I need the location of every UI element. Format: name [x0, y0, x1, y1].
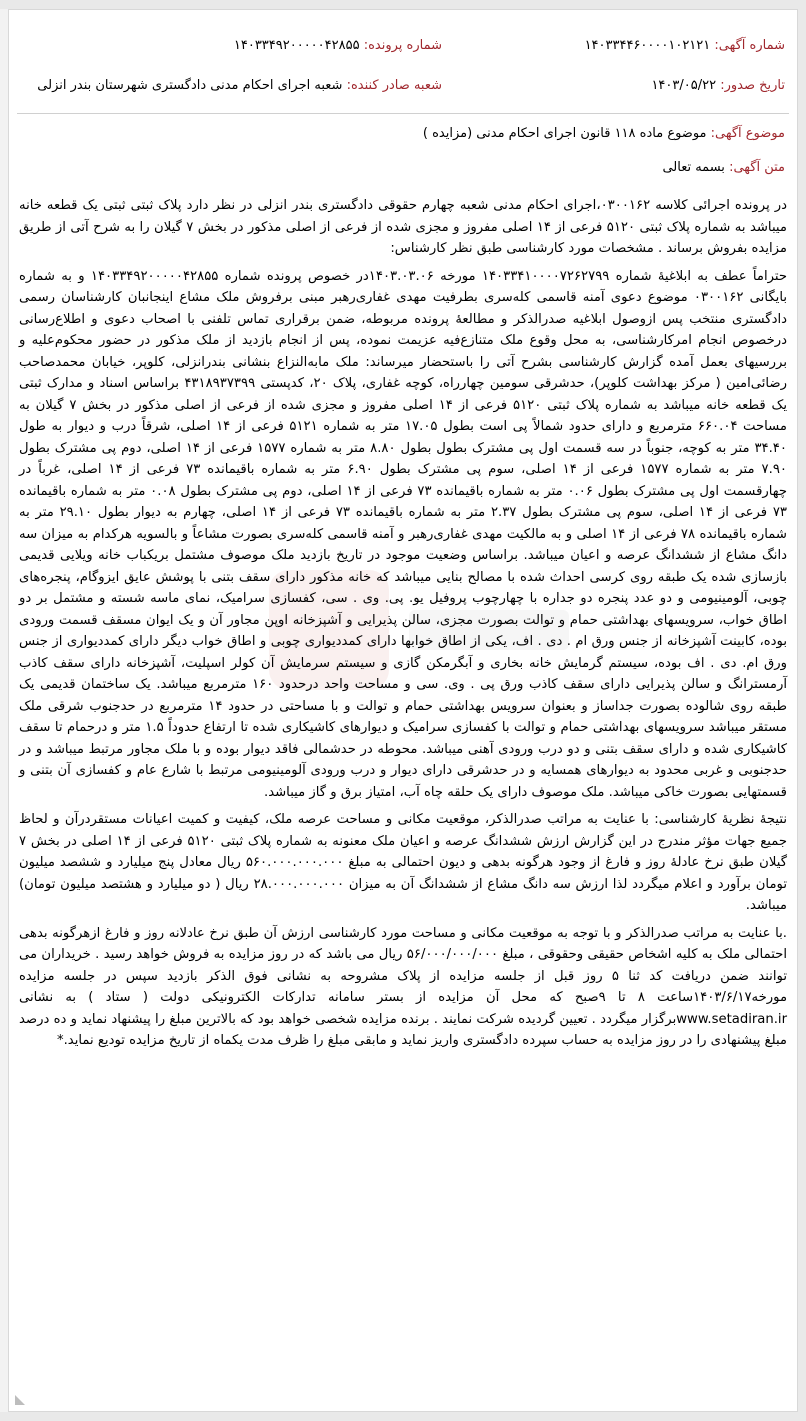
subject-label: موضوع آگهی:	[710, 126, 785, 141]
notice-text-label: متن آگهی:	[729, 160, 785, 175]
notice-text-header	[662, 160, 785, 175]
case-number-label: شماره پرونده:	[363, 38, 442, 53]
issue-date	[651, 78, 785, 93]
issuer-value: شعبه اجرای احکام مدنی دادگستری شهرستان بندر انزلی	[37, 78, 343, 93]
paragraph-intro: در پرونده اجرائی کلاسه ۰۳۰۰۱۶۲،اجرای احکام مدنی شعبه چهارم حقوقی دادگستری بندر انزلی در نظر دارد پلاک ثبتی ثبتی یک قطعه خانه میباشد به شماره پلاک ثبتی ۵۱۲۰ فرعی از ۱۴ اصلی مفروز و مجزی شده از فرعی از اصلی مذکور در بخش ۷ گیلان را به شرح آتی از طریق مزایده بفروش برساند . مشخصات مورد کارشناسی طبق نظر کارشناس:	[19, 198, 787, 256]
paragraph-expert-conclusion: نتیجهٔ نظریهٔ کارشناسی: با عنایت به مراتب صدرالذکر، موقعیت مکانی و مساحت عرصه ملک، کیفیت و کمیت اعیانات مستقردرآن و لحاظ جمیع جهات مؤثر مندرج در این گزارش ارزش ششدانگ عرصه و اعیان ملک معنونه به شماره پلاک ثبتی ۵۱۲۰ فرعی از ۱۴ اصلی در بخش ۷ گیلان طبق نرخ عادلهٔ روز و فارغ از وجود هرگونه بدهی و دیون احتمالی به مبلغ ۵۶۰.۰۰۰.۰۰۰.۰۰۰ ریال معادل پنج میلیارد و ششصد میلیون تومان برآورد و اعلام میگردد لذا ارزش سه دانگ مشاع از ششدانگ آن به میزان ۲۸.۰۰۰.۰۰۰.۰۰۰ ریال ( دو میلیارد و هشتصد میلیون تومان) میباشد.	[19, 812, 787, 913]
corner-marker-icon	[15, 1395, 25, 1405]
notice-body	[19, 195, 787, 1058]
paragraph-auction-terms: .با عنایت به مراتب صدرالذکر و با توجه به موقعیت مکانی و مساحت مورد کارشناسی ارزش آن طبق نرخ عادلانه روز و فارغ ازهرگونه بدهی احتمالی ملک به کلیه اشخاص حقیقی وحقوقی ، مبلغ ۵۶/۰۰۰/۰۰۰/۰۰۰ ریال می باشد که در روز مزایده به فروش خواهد رسید . خریداران می توانند ضمن دریافت کد ثنا ۵ روز قبل از جلسه مزایده از پلاک مشروحه به نشانی فوق الذکر بازدید سپس در جلسه مزایده مورخه۱۴۰۳/۶/۱۷ساعت ۸ تا ۹صبح که محل آن مزایده از بستر سامانه تدارکات الکترونیکی دولت ( ستاد ) به نشانی www.setadiran.irبرگزار میگردد . تعیین گردیده شرکت نمایند . برنده مزایده شخصی خواهد بود که بالاترین مبلغ را پیشنهاد نماید و ده درصد مبلغ پیشنهادی را در روز مزایده به حساب سپرده دادگستری واریز نماید و مابقی مبلغ را ظرف مدت یکماه از تاریخ مزایده تودیع نماید.*	[19, 925, 788, 1048]
ad-number-value: ۱۴۰۳۳۴۴۶۰۰۰۰۱۰۲۱۲۱	[584, 38, 711, 53]
subject-value: موضوع ماده ۱۱۸ قانون اجرای احکام مدنی (مزایده )	[422, 126, 707, 141]
notice-page	[8, 9, 798, 1412]
issue-date-value: ۱۴۰۳/۰۵/۲۲	[651, 78, 717, 93]
ad-number	[585, 38, 785, 53]
issuer-label: شعبه صادر کننده:	[346, 78, 442, 93]
case-number-value: ۱۴۰۳۳۴۹۲۰۰۰۰۰۴۲۸۵۵	[233, 38, 360, 53]
notice-text-intro: بسمه تعالی	[662, 160, 725, 175]
left-scroll-strip	[0, 9, 8, 1412]
subject	[423, 126, 785, 141]
header-divider	[17, 113, 789, 114]
paragraph-expert-report: حتراماً عطف به ابلاغیهٔ شماره ۱۴۰۳۳۴۱۰۰۰۰۷۲۶۲۷۹۹ مورخه ۱۴۰۳.۰۳.۰۶در خصوص پرونده شماره ۱۴۰۳۳۴۹۲۰۰۰۰۰۴۲۸۵۵ و به شماره بایگانی ۰۳۰۰۱۶۲ موضوع دعوی آمنه قاسمی کله‌سری بطرفیت مهدی غفاری‌رهبر مبنی برفروش ملک مشاع اینجانبان کارشناسان رسمی دادگستری منتخب پس ازوصول ابلاغیه صدرالذکر و مطالعهٔ پرونده مربوطه، ضمن برقراری تماس تلفنی با اصحاب دعوی و اطلاع‌رسانی درخصوص انجام امرکارشناسی، به محل وقوع ملک متنازع‌فیه عزیمت نموده، پس از انجام بازدید از ملک مذکور در حضور محکوم‌علیه و بررسیهای بعمل آمده گزارش کارشناسی بشرح آتی را باستحضار میرساند: ملک مابه‌النزاع بنشانی بندرانزلی، کلوپر، خیابان محمدصاحب رضائی‌امین ( مرکز بهداشت کلوپر)، حدشرقی سومین چهارراه، کوچه غفاری، پلاک ۲۰، کدپستی ۴۳۱۸۹۳۷۳۹۹ براساس اسناد و مدارک ثبتی یک قطعه خانه میباشد به شماره پلاک ثبتی ۵۱۲۰ فرعی از ۱۴ اصلی مفروز و مجزی شده از فرعی از اصلی مذکور در بخش ۷ گیلان به مساحت ۶۶۰.۰۴ مترمربع و دارای حدود شمالاً پی است بطول ۱۷.۰۵ متر به شماره ۵۱۲۱ فرعی از ۱۴ اصلی، شرقاً درب و دیوار به طول ۳۴.۴۰ متر به کوچه، جنوباً در سه قسمت اول پی مشترک بطول بطول ۸.۸۰ متر به شماره ۱۵۷۷ فرعی از ۱۴ اصلی، دوم پی مشترک بطول ۷.۹۰ متر به شماره ۱۵۷۷ فرعی از ۱۴ اصلی، سوم پی مشترک بطول ۶.۹۰ متر به شماره باقیمانده ۷۳ فرعی از ۱۴ اصلی، غرباً در چهارقسمت اول پی مشترک بطول ۰.۰۶ متر به شماره باقیمانده ۷۳ فرعی از ۱۴ اصلی، دوم پی مشترک بطول ۰.۰۸ متر به شماره باقیمانده ۷۳ فرعی از ۱۴ اصلی، سوم پی مشترک بطول ۲.۳۷ متر به شماره باقیمانده ۷۳ فرعی از ۱۴ اصلی، چهارم به دیوار بطول ۲۹.۱۰ متر به شماره باقیمانده ۷۸ فرعی از ۱۴ اصلی و به مالکیت مهدی غفاری‌رهبر و آمنه قاسمی کله‌سری بصورت مشاعاً و بالسویه هرکدام به میزان سه دانگ مشاع از ششدانگ عرصه و اعیان میباشد. براساس وضعیت موجود در تاریخ بازدید ملک موصوف مشتمل بریکباب خانه ویلایی قدیمی بازسازی شده یک طبقه روی کرسی احداث شده با مصالح بنایی میباشد که خانه مذکور دارای سقف بتنی با پوشش عایق ایزوگام، پنجره‌های چوبی، آلومینیومی و دو عدد پنجره دو جداره با چهارچوب پروفیل یو. پی. وی . سی، کفسازی سرامیک، نمای ماسه شسته و مشتمل بر دو اطاق خواب، سرویسهای بهداشتی حمام و توالت بصورت مجزی، سالن پذیرایی و آشپزخانه اوپن مجاور آن و یک ایوان مسقف قسمت ورودی بوده، کابینت آشپزخانه از جنس ورق ام . دی . اف، یکی از اطاق خوابها دارای کمددیواری چوبی و اطاق خواب دیگر دارای کمددیواری از جنس ورق ام. دی . اف بوده، سیستم گرمایش خانه بخاری و آبگرمکن گازی و سیستم سرمایش آن کولر اسپلیت، آشپزخانه دارای سقف کاذب آرمسترانگ و سالن پذیرایی دارای سقف کاذب ورق پی . وی. سی و مساحت واحد درحدود ۱۶۰ مترمربع میباشد. یک ساختمان قدیمی یک طبقه روی شالوده بصورت جداساز و بعنوان سرویس بهداشتی حمام و توالت و با مساحتی در حدود ۱۴ مترمربع در حدجنوب شرقی ملک مستقر میباشد سرویسهای بهداشتی حمام و توالت با کفسازی سرامیک و دیوارهای کاشیکاری شده تا ارتفاع حدوداً ۱.۵ متر و درحمام تا سقف کاشیکاری شده و دارای سقف بتنی و دو درب ورودی آهنی میباشد. محوطه در حدشمالی فاقد دیوار بوده و با ملک مجاور مرتبط میباشد و در حدجنوبی و غربی محدود به دیوارهای همسایه و در حدشرقی دارای دیوار و درب ورودی آلومینیومی مرتبط با شارع عام و کفسازی آن بتنی و قسمتهایی بصورت خاکی میباشد. ملک موصوف دارای یک حلقه چاه آب، امتیاز برق و گاز میباشد.	[19, 268, 788, 800]
case-number	[234, 38, 442, 53]
issue-date-label: تاریخ صدور:	[720, 78, 785, 93]
issuer	[37, 78, 442, 93]
ad-number-label: شماره آگهی:	[714, 38, 785, 53]
